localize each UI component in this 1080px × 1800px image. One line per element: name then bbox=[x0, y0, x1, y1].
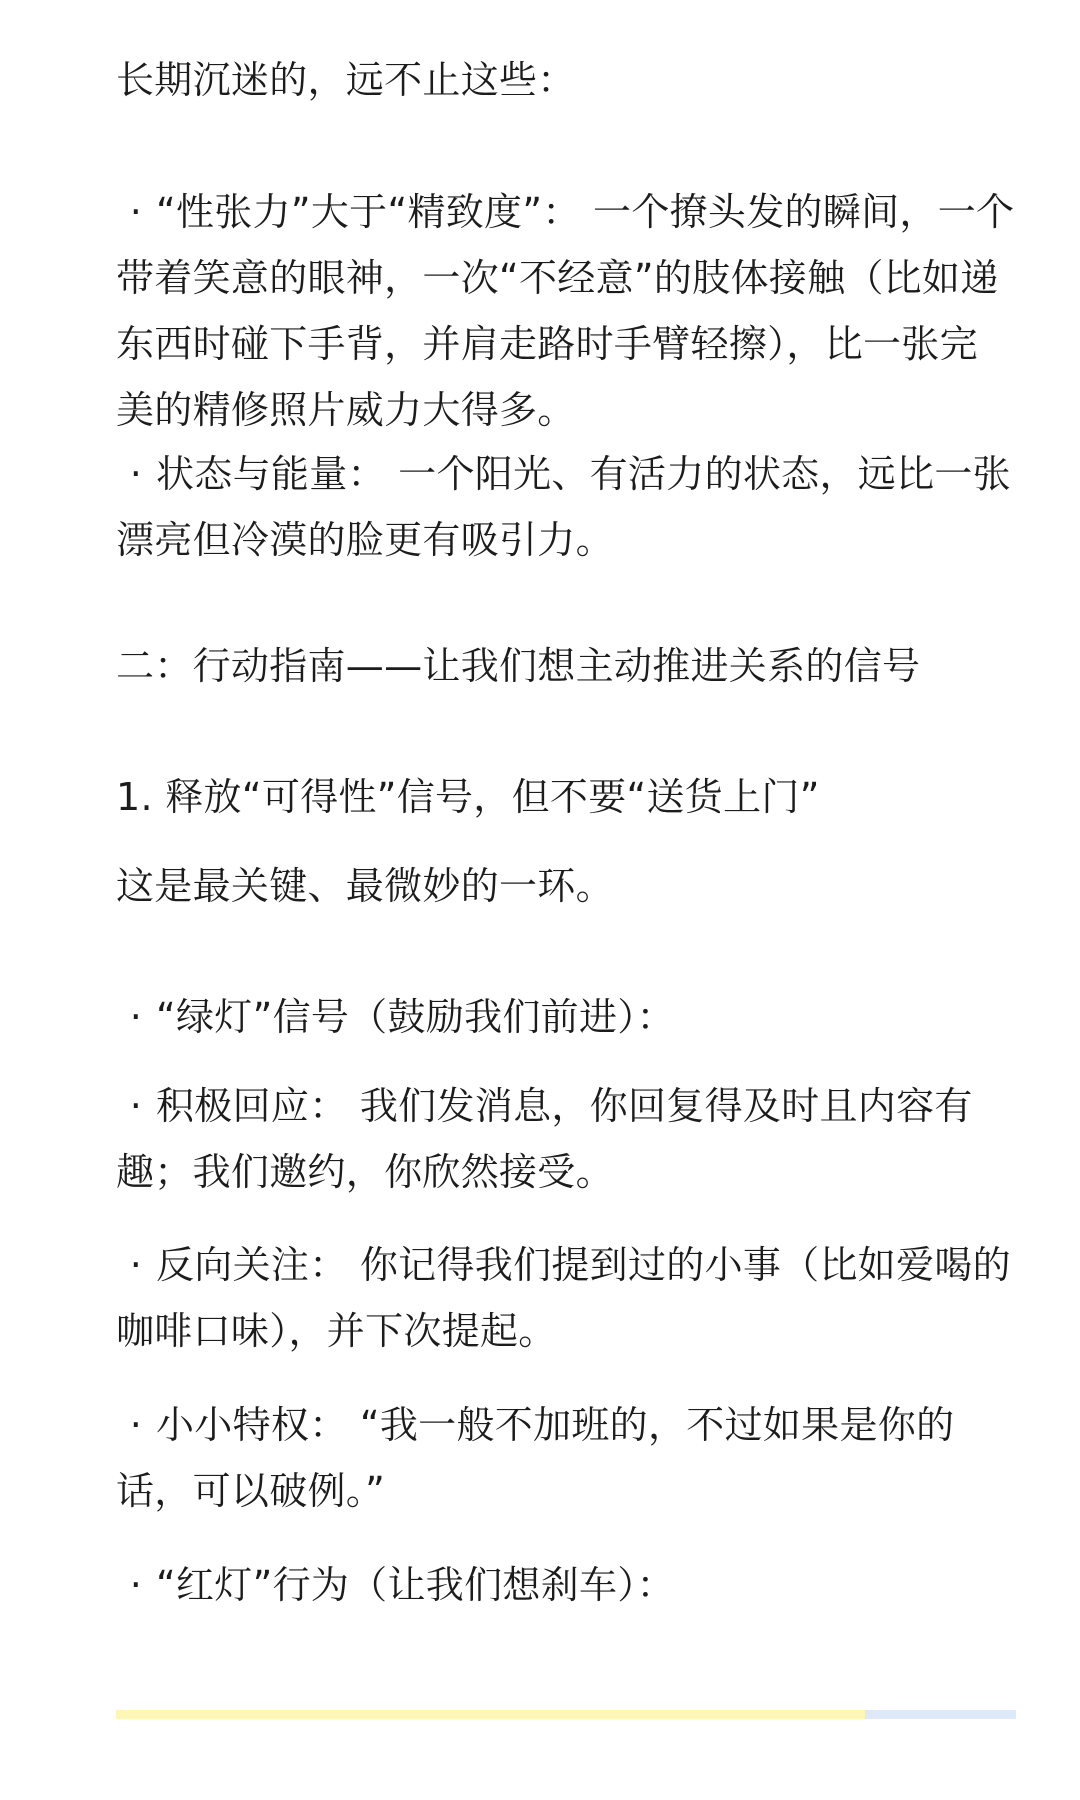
bullet-marker: · bbox=[129, 1243, 143, 1287]
red-light-title-text: “红灯”行为（让我们想刹车）： bbox=[156, 1563, 675, 1607]
green-attention-text: 反向关注： 你记得我们提到过的小事（比如爱喝的咖啡口味），并下次提起。 bbox=[116, 1243, 1011, 1353]
key-line-paragraph: 这是最关键、最微妙的一环。 bbox=[116, 864, 614, 908]
green-light-title bbox=[116, 984, 1016, 1050]
green-privilege-paragraph bbox=[116, 1392, 1016, 1524]
bullet-marker: · bbox=[129, 190, 143, 234]
green-attention-paragraph bbox=[116, 1232, 1016, 1364]
bullet-marker: · bbox=[129, 995, 143, 1039]
section-heading: 二：行动指南——让我们想主动推进关系的信号 bbox=[116, 644, 921, 688]
bullet-marker: · bbox=[129, 1084, 143, 1128]
point-energy-text: 状态与能量： 一个阳光、有活力的状态，远比一张漂亮但冷漠的脸更有吸引力。 bbox=[116, 452, 1011, 562]
reading-progress-fill bbox=[116, 1710, 865, 1719]
point-energy-paragraph bbox=[116, 441, 1016, 573]
point-tension-text: “性张力”大于“精致度”： 一个撩头发的瞬间，一个带着笑意的眼神，一次“不经意”的肢体接触（比如递东西时碰下手背，并肩走路时手臂轻擦），比一张完美的精修照片威力大得多。 bbox=[116, 190, 1015, 432]
red-light-title bbox=[116, 1552, 1016, 1618]
bullet-marker: · bbox=[129, 1403, 143, 1447]
bullet-marker: · bbox=[129, 452, 143, 496]
subheading-1: 1. 释放“可得性”信号，但不要“送货上门” bbox=[116, 775, 820, 819]
reading-progress-bar bbox=[116, 1710, 1016, 1719]
point-tension-paragraph bbox=[116, 179, 1016, 443]
green-positive-text: 积极回应： 我们发消息，你回复得及时且内容有趣；我们邀约，你欣然接受。 bbox=[116, 1084, 973, 1194]
bullet-marker: · bbox=[129, 1563, 143, 1607]
green-positive-paragraph bbox=[116, 1073, 1016, 1205]
green-light-title-text: “绿灯”信号（鼓励我们前进）： bbox=[156, 995, 675, 1039]
intro-paragraph: 长期沉迷的，远不止这些： bbox=[116, 58, 576, 102]
green-privilege-text: 小小特权： “我一般不加班的，不过如果是你的话，可以破例。” bbox=[116, 1403, 955, 1513]
